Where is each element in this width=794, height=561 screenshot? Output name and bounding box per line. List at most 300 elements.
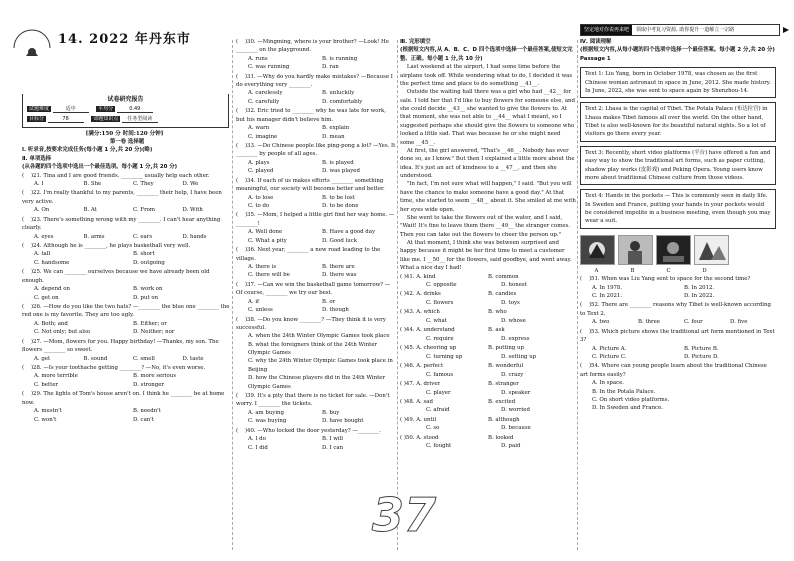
answer-option: B. ask bbox=[488, 327, 505, 334]
answer-option: C. handsome bbox=[34, 259, 70, 266]
question-item bbox=[236, 316, 396, 391]
answer-option: A. if bbox=[248, 298, 260, 305]
column-3 bbox=[400, 38, 576, 452]
difficulty-value: 适中 bbox=[53, 105, 89, 113]
answer-option: B. or bbox=[322, 298, 336, 305]
answer-option: A. there is bbox=[248, 263, 277, 270]
question-options bbox=[22, 233, 232, 241]
section-cloze: Ⅲ. 完形填空 bbox=[400, 39, 431, 45]
question-stem: ( )45. A. cheering up bbox=[400, 345, 457, 352]
answer-option: A. when the 24th Winter Olympic Games took place bbox=[248, 333, 390, 340]
reading-text-box: Text 4: Hands in the pockets — This is commonly seen in daily life. In Sweden and France, putting your hands in your pockets would be considered impolite in a business meeting, even though you may wear a suit. bbox=[580, 189, 776, 229]
cloze-options-row bbox=[400, 371, 576, 379]
cloze-options-row bbox=[400, 362, 576, 370]
question-stem: ( )43. A. which bbox=[400, 309, 440, 316]
answer-option: C. opposite bbox=[426, 281, 457, 288]
answer-option: C. so bbox=[426, 425, 440, 432]
average-value: 0.49 bbox=[117, 106, 153, 113]
column-divider bbox=[577, 40, 578, 550]
answer-option: C. four bbox=[684, 319, 703, 326]
picture-d-image bbox=[694, 235, 729, 265]
question-item bbox=[22, 338, 232, 363]
question-options bbox=[22, 355, 232, 363]
section-reading-instr: (根据短文内容,从每小题的四个选项中选择一个最佳答案。每小题 2 分,共 20 分) bbox=[580, 47, 775, 54]
answer-option: C. require bbox=[426, 335, 454, 342]
answer-option: A. carelessly bbox=[248, 90, 283, 97]
answer-option: C. why the 24th Winter Olympic Games took place in Beijing bbox=[248, 358, 393, 373]
answer-option: D. because bbox=[501, 425, 531, 432]
question-stem: ( )25. We can ________ ourselves because we have already been old enough. bbox=[22, 269, 212, 284]
question-stem: ( )27. —Mom, flowers for you. Happy birthday! —Thanks, my son. The flowers ________ so sweet. bbox=[22, 338, 221, 354]
section-cloze-instr: (根据短文内容,从 A、B、C、D 四个选项中选择一个最佳答案,使短文完整、正确。每小题 1 分,共 10 分) bbox=[400, 47, 573, 62]
report-row-1 bbox=[27, 105, 159, 113]
picture-label: A bbox=[594, 267, 599, 274]
column-4 bbox=[580, 38, 776, 414]
question-stem: ( )21. Tina and I are good friends. ________ usually help each other. bbox=[22, 172, 210, 179]
answer-option: A. get bbox=[34, 355, 51, 362]
question-options bbox=[236, 263, 396, 280]
question-stem: ( )44. A. understand bbox=[400, 327, 455, 334]
arrow-right-icon bbox=[782, 26, 790, 34]
answer-option: D. hands bbox=[182, 233, 207, 240]
reading-text-box: Text 2: Lhasa is the capital of Tibet. The Potala Palace (布达拉宫) in Lhasa makes Tibet famous all over the world. On the other hand, Tibet is also well-known for its beautiful natural sights. So a lot of visitors go there every year. bbox=[580, 102, 776, 142]
passage-label: Passage 1 bbox=[580, 55, 611, 62]
question-options bbox=[236, 124, 396, 141]
difficulty-label: 试题难度 bbox=[29, 106, 50, 112]
answer-option: A. In 1978. bbox=[592, 284, 623, 291]
answer-option: D. paid bbox=[501, 443, 521, 450]
question-item bbox=[236, 211, 396, 245]
answer-option: D. With bbox=[182, 207, 203, 214]
cloze-question-item bbox=[400, 344, 576, 361]
answer-option: D. Picture D. bbox=[684, 353, 719, 360]
answer-option: B. needn't bbox=[133, 408, 161, 415]
answer-option: A. I do bbox=[248, 436, 266, 443]
question-stem: ( )41. A. kind bbox=[400, 273, 436, 280]
question-options bbox=[580, 345, 776, 362]
answer-option: B. excited bbox=[488, 399, 516, 406]
column-1 bbox=[22, 138, 232, 425]
answer-option: D. how the Chinese players did in the 24th Winter Olympic Games bbox=[248, 375, 386, 390]
section-single-choice-instr: (从各题的四个选项中选出一个最佳选项。每小题 1 分,共 20 分) bbox=[22, 164, 178, 171]
cloze-question-item bbox=[400, 290, 576, 307]
answer-option: D. setting up bbox=[501, 353, 537, 360]
cloze-options-row bbox=[400, 389, 576, 397]
answer-option: B. putting up bbox=[488, 345, 524, 352]
question-stem: ( )30. —Mingming, where is your brother? —Look! He ________ on the playground. bbox=[236, 39, 391, 54]
answer-option: D. In Sweden and France. bbox=[592, 405, 663, 412]
question-options bbox=[580, 318, 776, 326]
question-stem: ( )38. —Do you know ________? —They think it is very successful. bbox=[236, 316, 388, 331]
answer-option: D. have bought bbox=[322, 418, 364, 425]
answer-option: A. am buying bbox=[248, 409, 284, 416]
question-options bbox=[580, 379, 776, 413]
question-item bbox=[22, 303, 232, 337]
question-stem: ( )51. When was Liu Yang sent to space for the second time? bbox=[580, 276, 751, 283]
exam-title: 14. 2022 年丹东市 bbox=[58, 32, 191, 47]
question-options bbox=[22, 372, 232, 389]
answer-option: C. flowers bbox=[426, 299, 454, 306]
banner-dark-text: 坚定地对你说再来吧 bbox=[581, 25, 632, 35]
answer-option: A. warn bbox=[248, 125, 270, 132]
reading-text-box: Text 1: Liu Yang, born in October 1978, was chosen as the first Chinese woman astronaut in space in June, 2012. She made history. In June, 2022, she was sent to space again by Shenzhou-14. bbox=[580, 67, 776, 98]
answer-option: D. Neither; nor bbox=[133, 329, 175, 336]
cloze-question-item bbox=[400, 362, 576, 379]
question-item bbox=[580, 362, 776, 412]
answer-option: A. plays bbox=[248, 159, 270, 166]
question-list-3 bbox=[400, 273, 576, 451]
picture-row bbox=[580, 235, 776, 265]
answer-option: C. carefully bbox=[248, 98, 280, 105]
answer-option: B. sound bbox=[83, 355, 108, 362]
answer-option: C. get on bbox=[34, 294, 59, 301]
answer-option: C. player bbox=[426, 389, 451, 396]
question-item bbox=[236, 281, 396, 315]
answer-option: C. won't bbox=[34, 416, 57, 423]
answer-option: D. Good luck bbox=[322, 237, 357, 244]
cloze-question-item bbox=[400, 398, 576, 415]
target-label: 目标分 bbox=[29, 116, 45, 122]
answer-option: D. taste bbox=[182, 355, 204, 362]
picture-b-image bbox=[618, 235, 653, 265]
answer-option: B. who bbox=[488, 309, 507, 316]
question-options bbox=[236, 435, 396, 452]
picture-a-image bbox=[580, 235, 615, 265]
report-heading: 试卷研究报告 bbox=[23, 94, 228, 102]
answer-option: C. was running bbox=[248, 64, 290, 71]
exam-report-box bbox=[22, 94, 229, 128]
answer-option: B. although bbox=[488, 417, 520, 423]
answer-option: C. smell bbox=[133, 355, 155, 362]
question-item bbox=[580, 328, 776, 362]
question-item bbox=[22, 364, 232, 389]
answer-option: D. put on bbox=[133, 294, 159, 301]
question-stem: ( )24. Although he is ________, he plays basketball very well. bbox=[22, 243, 191, 250]
question-item bbox=[580, 275, 776, 300]
question-stem: ( )29. The lights of Tom's house aren't on. I think he ________ be at home now. bbox=[22, 391, 227, 406]
answer-option: D. though bbox=[322, 306, 349, 313]
passage-paragraph: "In fact, I'm not sure what will happen," I said. "But you will have the chance to make someone have a good day." At that time, she started to seem __48__ about it. She smiled at me with her eyes wide open. bbox=[400, 181, 578, 213]
question-options bbox=[236, 332, 396, 391]
answer-option: C. played bbox=[248, 168, 274, 175]
answer-option: C. fought bbox=[426, 443, 452, 450]
question-item bbox=[22, 216, 232, 241]
cloze-options-row bbox=[400, 299, 576, 307]
cloze-options-row bbox=[400, 281, 576, 289]
question-item bbox=[580, 301, 776, 326]
column-2 bbox=[236, 38, 396, 453]
cloze-options-row bbox=[400, 442, 576, 450]
answer-option: B. In the Potala Palace. bbox=[592, 388, 656, 395]
answer-option: B. At bbox=[83, 207, 97, 214]
cloze-options-row bbox=[400, 273, 576, 281]
answer-option: B. Picture B. bbox=[684, 345, 719, 352]
question-options bbox=[236, 228, 396, 245]
cloze-options-row bbox=[400, 434, 576, 442]
answer-option: B. Either; or bbox=[133, 320, 167, 327]
question-item bbox=[22, 390, 232, 424]
question-options bbox=[580, 284, 776, 301]
answer-option: B. buy bbox=[322, 409, 340, 416]
cloze-passage bbox=[400, 63, 576, 272]
cloze-options-row bbox=[400, 353, 576, 361]
answer-option: B. is played bbox=[322, 159, 354, 166]
answer-option: D. We bbox=[182, 180, 199, 187]
cloze-question-item bbox=[400, 416, 576, 433]
picture-labels bbox=[580, 267, 776, 275]
answer-option: C. They bbox=[133, 180, 154, 187]
target-value: 78 bbox=[48, 116, 84, 123]
question-item bbox=[236, 427, 396, 452]
answer-option: C. From bbox=[133, 207, 156, 214]
reading-text-box: Text 3: Recently, short video platforms (平台) have offered a fun and easy way to show the traditional art forms, such as paper cutting, shadow play works (皮影戏) and Peking Opera. Young users know more about traditional Chinese culture from those videos. bbox=[580, 146, 776, 186]
cloze-options-row bbox=[400, 335, 576, 343]
answer-option: A. depend on bbox=[34, 286, 70, 293]
picture-c-image bbox=[656, 235, 691, 265]
answer-option: D. was played bbox=[322, 168, 360, 175]
answer-option: B. unluckily bbox=[322, 90, 355, 97]
answer-option: D. In 2022. bbox=[684, 292, 715, 299]
question-options bbox=[236, 409, 396, 426]
answer-option: A. runs bbox=[248, 55, 268, 62]
answer-option: C. What a pity bbox=[248, 237, 287, 244]
answer-option: D. I can bbox=[322, 444, 344, 451]
question-stem: ( )53. Which picture shows the traditional art form mentioned in Text 3? bbox=[580, 328, 777, 344]
question-stem: ( )49. A. until bbox=[400, 417, 437, 423]
question-options bbox=[22, 250, 232, 267]
knowledge-label: 命题知识点 bbox=[93, 116, 119, 122]
answer-option: A. Well done bbox=[248, 229, 283, 236]
report-row-2 bbox=[27, 115, 164, 123]
question-stem: ( )52. There are ________ reasons why Tibet is well-known according to Text 2. bbox=[580, 302, 773, 317]
answer-option: A. Picture A. bbox=[592, 345, 627, 352]
question-stem: ( )34. If each of us makes efforts ________ something meaningful, our society will become better and better. bbox=[236, 177, 386, 193]
answer-option: A. tall bbox=[34, 251, 51, 258]
cloze-question-item bbox=[400, 380, 576, 397]
question-stem: ( )28. —Is your toothache getting ________? —No, it's even worse. bbox=[22, 365, 206, 372]
cloze-options-row bbox=[400, 344, 576, 352]
answer-option: D. toys bbox=[501, 299, 520, 306]
picture-label: B bbox=[630, 267, 635, 274]
answer-option: B. short bbox=[133, 251, 155, 258]
section-single-choice: Ⅱ. 单项选择 bbox=[22, 155, 52, 162]
question-stem: ( )48. A. sad bbox=[400, 399, 433, 406]
section-listening: Ⅰ. 听录音,按要求完成任务(每小题 1 分,共 20 分)(略) bbox=[22, 147, 153, 154]
question-item bbox=[22, 242, 232, 267]
question-options bbox=[22, 320, 232, 337]
question-options bbox=[236, 89, 396, 106]
answer-option: B. stranger bbox=[488, 381, 519, 388]
question-list-1 bbox=[22, 172, 232, 424]
question-item bbox=[236, 73, 396, 107]
question-stem: ( )22. I'm really thankful to my parents, ________ their help, I have been very active. bbox=[22, 190, 224, 205]
answer-option: B. there are bbox=[322, 263, 355, 270]
picture-label: D bbox=[702, 267, 707, 274]
cloze-options-row bbox=[400, 398, 576, 406]
answer-option: A. two bbox=[592, 319, 610, 326]
answer-option: B. more serious bbox=[133, 373, 176, 380]
page-number: 37 bbox=[372, 488, 437, 542]
answer-option: D. honest bbox=[501, 281, 527, 288]
question-item bbox=[236, 392, 396, 426]
answer-option: C. Picture C. bbox=[592, 353, 627, 360]
passage-paragraph: At first, the girl answered, "That's __46__. Nobody has ever done so, as I know." But then I explained a little more about the idea. It's just an act of kindness to a __47__, and then she understood. bbox=[400, 147, 577, 179]
answer-option: C. In 2021. bbox=[592, 292, 623, 299]
question-item bbox=[236, 177, 396, 211]
question-options bbox=[22, 180, 232, 188]
answer-option: A. I bbox=[34, 180, 44, 187]
answer-option: C. afraid bbox=[426, 407, 450, 414]
question-stem: ( )31. —Why do you hardly make mistakes? —Because I do everything very ________. bbox=[236, 73, 395, 89]
passage-paragraph: At that moment, I think she was between surprised and happy because it might be her first time to meet a customer like me. I __50__ for the flowers, said goodbye, and went away. What a nice day I had! bbox=[400, 240, 574, 272]
question-item bbox=[236, 142, 396, 176]
answer-option: B. candies bbox=[488, 291, 517, 298]
answer-option: A. eyes bbox=[34, 233, 54, 240]
answer-option: B. is running bbox=[322, 55, 358, 62]
answer-option: C. there will be bbox=[248, 272, 290, 279]
answer-option: C. imagine bbox=[248, 133, 278, 140]
answer-option: A. more terrible bbox=[34, 373, 78, 380]
answer-option: D. worried bbox=[501, 407, 530, 414]
question-stem: ( )40. —Who locked the door yesterday? —________. bbox=[236, 427, 382, 434]
answer-option: D. there was bbox=[322, 272, 357, 279]
answer-option: C. famous bbox=[426, 371, 454, 378]
passage-paragraph: She went to take the flowers out of the water, and I said, "Wait! It's fine to leave them there __49__ the stranger comes. Then you can take out the flowers to cheer the person up." bbox=[400, 214, 572, 238]
question-item bbox=[22, 172, 232, 189]
answer-option: D. express bbox=[501, 335, 530, 342]
question-stem: ( )35. —Mom, I helped a little girl find her way home. —________! bbox=[236, 212, 395, 227]
answer-option: B. what the foreigners think of the 24th Winter Olympic Games bbox=[248, 341, 378, 356]
answer-option: C. turning up bbox=[426, 353, 463, 360]
cloze-options-row bbox=[400, 380, 576, 388]
cloze-options-row bbox=[400, 308, 576, 316]
question-stem: ( )33. —Do Chinese people like ping-pong a lot? —Yes. It ________ by people of all ages. bbox=[236, 143, 398, 158]
answer-option: D. can't bbox=[133, 416, 154, 423]
answer-option: C. better bbox=[34, 381, 59, 388]
cloze-question-item bbox=[400, 434, 576, 451]
cloze-question-item bbox=[400, 326, 576, 343]
cloze-options-row bbox=[400, 416, 576, 424]
question-item bbox=[236, 107, 396, 141]
answer-option: A. mustn't bbox=[34, 408, 62, 415]
reading-text-boxes bbox=[580, 67, 776, 229]
question-item bbox=[236, 246, 396, 280]
question-stem: ( )23. There's something wrong with my ________. I can't hear anything clearly. bbox=[22, 216, 223, 232]
answer-option: C. Not only; but also bbox=[34, 329, 90, 336]
question-stem: ( )36. Next year, ________ a new road leading to the village. bbox=[236, 247, 383, 262]
answer-option: D. stronger bbox=[133, 381, 165, 388]
answer-option: B. I will bbox=[322, 436, 344, 443]
average-label: 平均分 bbox=[98, 106, 114, 112]
answer-option: B. explain bbox=[322, 125, 350, 132]
question-stem: ( )39. It's a pity that there is no ticket for sale. —Don't worry. I ________ the tickets. bbox=[236, 393, 392, 408]
question-stem: ( )50. A. stood bbox=[400, 434, 439, 441]
answer-option: C. unless bbox=[248, 306, 273, 313]
section-reading: Ⅳ. 阅读理解 bbox=[580, 39, 612, 45]
answer-option: B. In 2012. bbox=[684, 284, 715, 291]
score-line: [满分:150 分 时间:120 分钟] bbox=[85, 131, 164, 137]
answer-option: C. to do bbox=[248, 202, 270, 209]
top-banner bbox=[580, 24, 780, 36]
question-options bbox=[22, 407, 232, 424]
question-stem: ( )47. A. driver bbox=[400, 381, 441, 388]
cloze-options-row bbox=[400, 317, 576, 325]
passage-paragraph: Last weekend at the airport, I had some time before the airplane took off. While wondering what to do, I decided it was the perfect time and place to do something __41__. bbox=[400, 64, 574, 87]
answer-option: B. looked bbox=[488, 434, 514, 441]
answer-option: B. She bbox=[83, 180, 102, 187]
answer-option: A. On bbox=[34, 207, 50, 214]
cloze-options-row bbox=[400, 424, 576, 432]
answer-option: D. whose bbox=[501, 317, 526, 324]
answer-option: A. Both; and bbox=[34, 320, 68, 327]
answer-option: B. work on bbox=[133, 286, 163, 293]
cloze-options-row bbox=[400, 290, 576, 298]
answer-option: B. common bbox=[488, 273, 519, 280]
answer-option: D. to be done bbox=[322, 202, 359, 209]
question-list-4 bbox=[580, 275, 776, 413]
question-stem: ( )42. A. drinks bbox=[400, 291, 441, 298]
question-options bbox=[22, 285, 232, 302]
answer-option: A. to lose bbox=[248, 194, 274, 201]
answer-option: C. ears bbox=[133, 233, 153, 240]
newspaper-logo-icon bbox=[8, 18, 56, 66]
column-divider bbox=[397, 40, 398, 550]
answer-option: D. outgoing bbox=[133, 259, 165, 266]
question-stem: ( )26. —How do you like the two hats? —________ the blue one ________ the red one is my favorite. They are too ugly. bbox=[22, 304, 232, 319]
answer-option: C. was buying bbox=[248, 418, 287, 425]
answer-option: D. speaker bbox=[501, 389, 531, 396]
answer-option: B. arms bbox=[83, 233, 105, 240]
answer-option: D. five bbox=[730, 319, 748, 326]
question-options bbox=[236, 298, 396, 315]
answer-option: C. I did bbox=[248, 444, 268, 451]
question-options bbox=[236, 159, 396, 176]
question-item bbox=[22, 189, 232, 214]
question-options bbox=[22, 206, 232, 214]
answer-option: A. In space. bbox=[592, 380, 624, 387]
column-divider bbox=[232, 40, 233, 550]
question-item bbox=[236, 38, 396, 72]
question-stem: ( )32. Eric tried to ________ why he was late for work, but his manager didn't believe him. bbox=[236, 108, 388, 123]
answer-option: C. On short video platforms. bbox=[592, 396, 670, 403]
answer-option: C. what bbox=[426, 317, 447, 324]
cloze-options-row bbox=[400, 406, 576, 414]
answer-option: D. comfortably bbox=[322, 98, 363, 105]
answer-option: D. mean bbox=[322, 133, 345, 140]
cloze-question-item bbox=[400, 273, 576, 290]
question-stem: ( )54. Where can young people learn about the traditional Chinese art forms easily? bbox=[580, 363, 769, 378]
question-list-2 bbox=[236, 38, 396, 452]
answer-option: B. to be lost bbox=[322, 194, 355, 201]
question-stem: ( )37. —Can we win the basketball game tomorrow? —Of course, ________ we try our best. bbox=[236, 281, 391, 297]
question-stem: ( )46. A. perfect bbox=[400, 363, 444, 370]
question-item bbox=[22, 268, 232, 302]
answer-option: B. three bbox=[638, 319, 660, 326]
cloze-options-row bbox=[400, 326, 576, 334]
answer-option: B. wonderful bbox=[488, 363, 524, 370]
cloze-question-item bbox=[400, 308, 576, 325]
knowledge-value: 任务型阅读 bbox=[122, 115, 158, 123]
part-heading: 第一卷 选择题 bbox=[109, 139, 145, 145]
question-options bbox=[236, 194, 396, 211]
question-options bbox=[236, 55, 396, 72]
picture-label: C bbox=[666, 267, 671, 274]
answer-option: D. ran bbox=[322, 64, 339, 71]
banner-light-text: 领取中考复习资源, 助你提升一道解立一宗路 bbox=[636, 27, 735, 33]
answer-option: B. Have a good day bbox=[322, 229, 375, 236]
passage-paragraph: Outside the waiting hall there was a girl who had __42__ for sale. I told her that I'd like to buy flowers for someone else, and she could decide __43__ she wanted to give the flowers to. At that moment, she was not able to __44__ what I meant, so I suggested perhaps she should give the flowers to someone who looked a little sad. That was because he or she might need some __45__. bbox=[400, 89, 577, 146]
answer-option: D. crazy bbox=[501, 371, 524, 378]
